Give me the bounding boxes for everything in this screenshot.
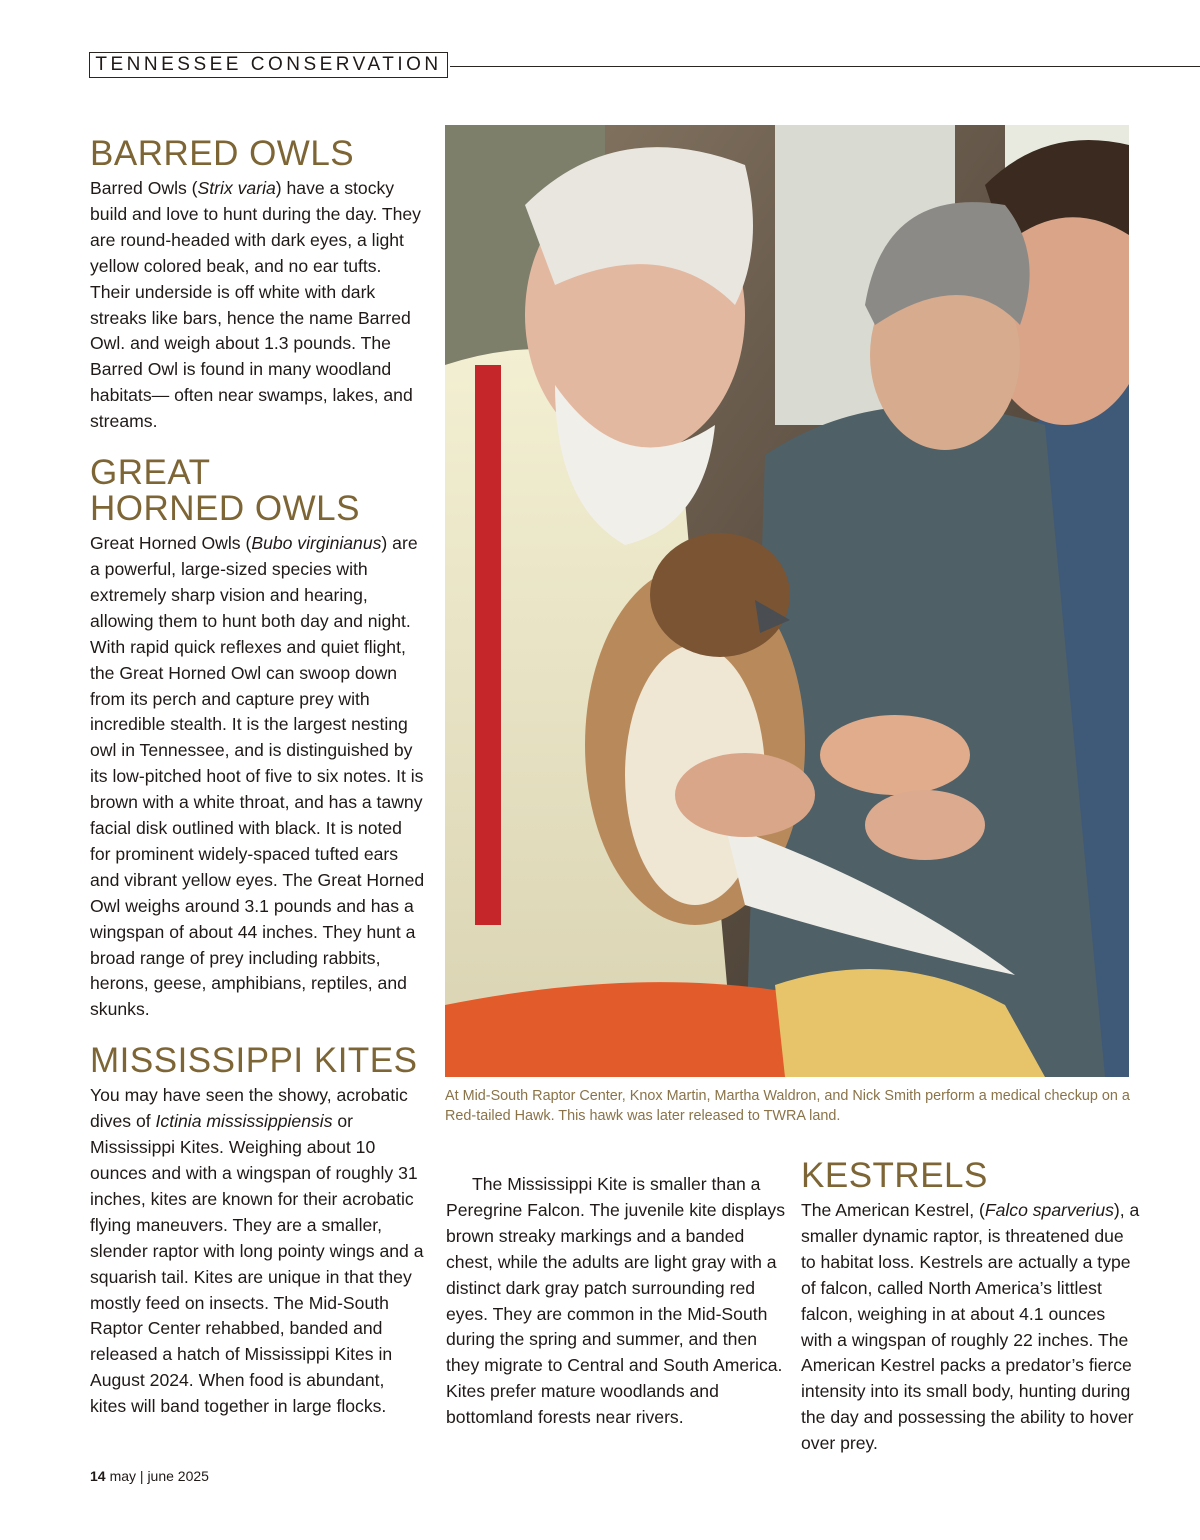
great-horned-owls-scientific-name: Bubo virginianus [251,533,382,554]
mississippi-kites-continued-text: The Mississippi Kite is smaller than a Peregrine Falcon. The juvenile kite displays brown streaky markings and a banded chest, while the adults are light gray with a distinct dark gray patch surrounding red eyes. They are common in the Mid-South during the spring and summer, and then they migrate to Central and South America. Kites prefer mature woodlands and bottomland forests near rivers. [446,1174,786,1428]
header-rule [450,66,1200,67]
right-column [801,1158,1141,1457]
barred-owls-scientific-name: Strix varia [197,178,276,198]
barred-owls-section [90,136,425,435]
great-horned-owls-heading [90,455,425,527]
mississippi-kites-heading: MISSISSIPPI KITES [90,1041,418,1081]
heading-line-1: GREAT [90,453,211,493]
mississippi-kites-scientific-name: Ictinia mississippiensis [155,1111,333,1132]
barred-owls-text-pre: Barred Owls ( [90,178,198,198]
great-horned-owls-text-post: ) are a powerful, large-sized species with extremely sharp vision and hearing, allowing them to hunt both day and night. With rapid quick reflexes and quiet flight, the Great Horned Owl can swoop down from its perch and capture prey with incredible stealth. It is the largest nesting owl in Tennessee, and is distinguished by its low-pitched hoot of five to six notes. It is brown with a white throat, and has a tawny facial disk outlined with black. It is noted for prominent widely-spaced tufted ears and vibrant yellow eyes. The Great Horned Owl weighs around 3.1 pounds and has a wingspan of about 44 inches. They hunt a broad range of prey including rabbits, herons, geese, amphibians, reptiles, and skunks. [90,533,425,1020]
great-horned-owls-text [90,531,425,1023]
barred-owls-text [90,176,425,435]
barred-owls-text-post: ) have a stocky build and love to hunt during the day. They are round-headed with dark eyes, a light yellow colored beak, and no ear tufts. Their underside is off white with dark streaks like bars, hence the name Barred Owl. and weigh about 1.3 pounds. The Barred Owl is found in many woodland habitats— often near swamps, lakes, and streams. [90,178,421,432]
mississippi-kites-text-pre: You may have seen the showy, acrobatic dives of [90,1085,408,1132]
section-label: TENNESSEE CONSERVATION [89,52,448,78]
kestrels-text-pre: The American Kestrel, ( [801,1200,985,1220]
left-column [90,136,425,1440]
issue-date: may | june 2025 [109,1468,209,1484]
great-horned-owls-section [90,455,425,1023]
great-horned-owls-text-pre: Great Horned Owls ( [90,533,252,554]
page-footer [90,1468,209,1484]
page-number: 14 [90,1468,106,1484]
mississippi-kites-text [90,1083,425,1420]
mississippi-kites-section [90,1043,425,1420]
mississippi-kites-text-post: or Mississippi Kites. Weighing about 10 ounces and with a wingspan of roughly 31 inches, kites are known for their acrobatic flying maneuvers. They are a smaller, slender raptor with long pointy wings and a squarish tail. Kites are unique in that they mostly feed on insects. The Mid-South Raptor Center rehabbed, banded and released a hatch of Mississippi Kites in August 2024. When food is abundant, kites will band together in large flocks. [90,1111,424,1417]
middle-column [446,1172,786,1431]
barred-owls-heading: BARRED OWLS [90,134,355,173]
hawk-checkup-photo [445,125,1129,1077]
kestrels-scientific-name: Falco sparverius [984,1200,1114,1220]
heading-line-2: HORNED OWLS [90,489,360,529]
kestrels-text [801,1198,1141,1457]
kestrels-text-post: ), a smaller dynamic raptor, is threatened due to habitat loss. Kestrels are actually a type of falcon, called North America’s littlest falcon, weighing in at about 4.1 ounces with a wingspan of roughly 22 inches. The American Kestrel packs a predator’s fierce intensity into its small body, hunting during the day and possessing the ability to hover over prey. [801,1200,1140,1454]
photo-caption: At Mid-South Raptor Center, Knox Martin, Martha Waldron, and Nick Smith perform a medical checkup on a Red-tailed Hawk. This hawk was later released to TWRA land. [445,1088,1130,1124]
kestrels-heading: KESTRELS [801,1156,988,1195]
